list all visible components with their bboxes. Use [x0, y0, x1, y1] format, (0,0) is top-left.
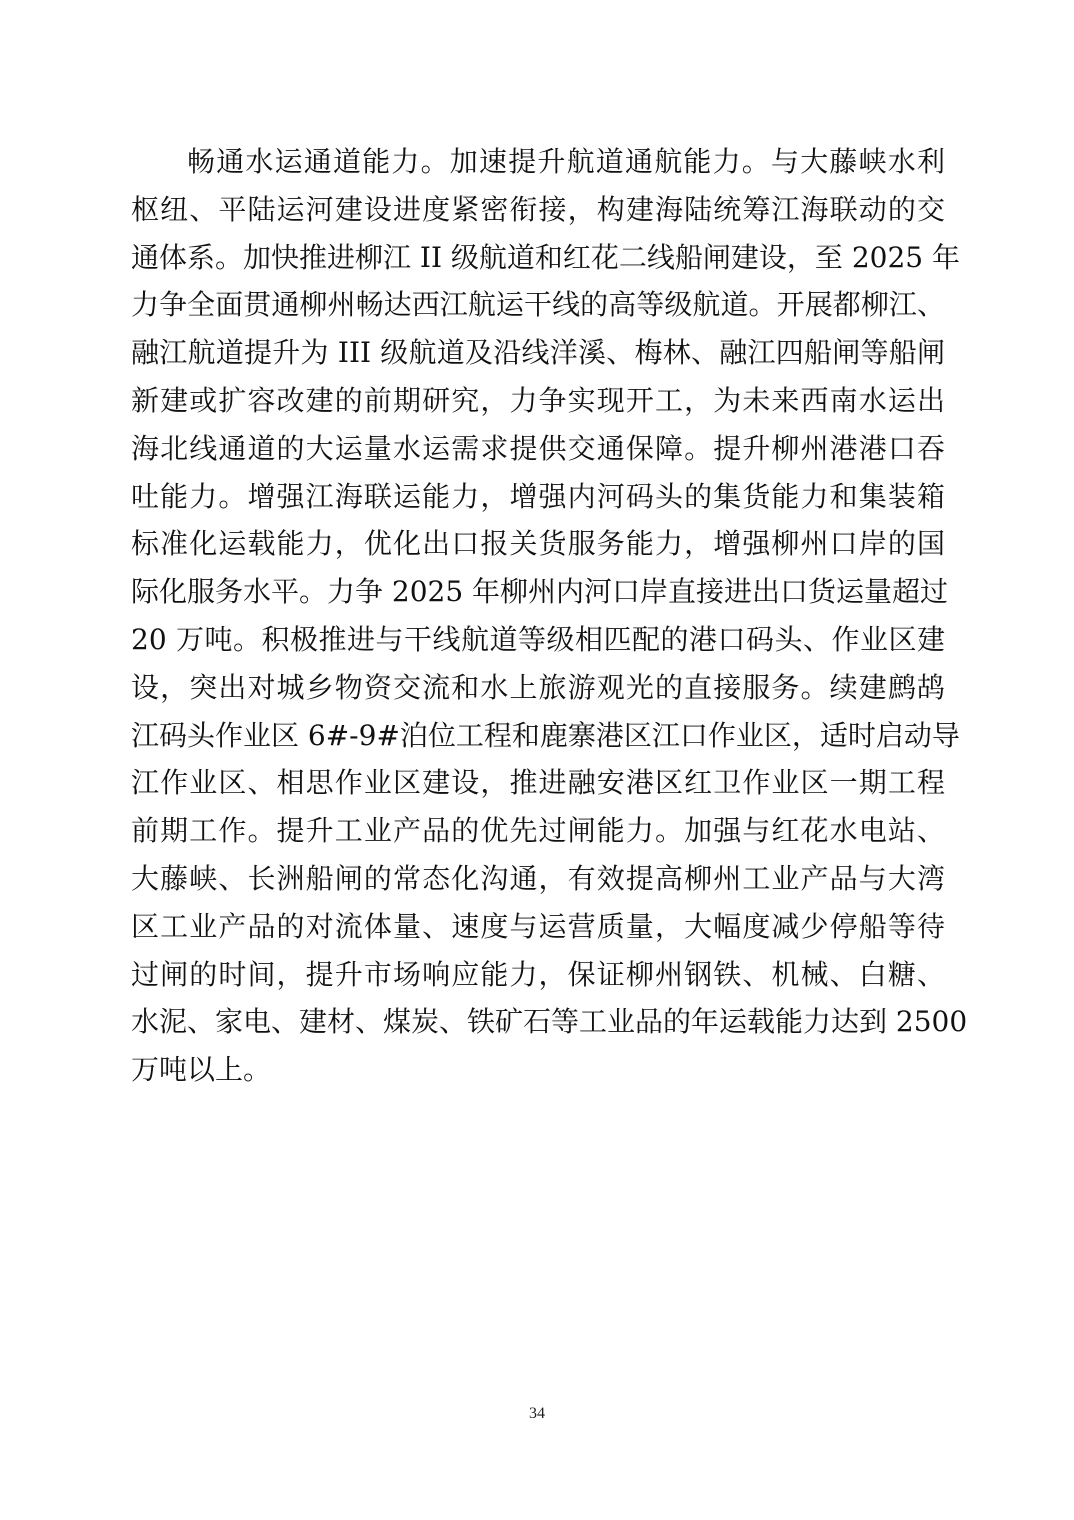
paragraph-line: 过闸的时间，提升市场响应能力，保证柳州钢铁、机械、白糖、 [131, 957, 945, 991]
paragraph-line: 枢纽、平陆运河建设进度紧密衔接，构建海陆统筹江海联动的交 [131, 192, 945, 226]
paragraph-line: 新建或扩容改建的前期研究，力争实现开工，为未来西南水运出 [131, 383, 945, 417]
paragraph-line: 前期工作。提升工业产品的优先过闸能力。加强与红花水电站、 [131, 814, 945, 848]
paragraph-line: 畅通水运通道能力。加速提升航道通航能力。与大藤峡水利 [187, 145, 945, 178]
paragraph-line: 区工业产品的对流体量、速度与运营质量，大幅度减少停船等待 [131, 909, 945, 943]
paragraph-line: 海北线通道的大运量水运需求提供交通保障。提升柳州港港口吞 [131, 431, 945, 465]
paragraph-line: 万吨以上。 [131, 1053, 272, 1087]
paragraph-line: 吐能力。增强江海联运能力，增强内河码头的集货能力和集装箱 [131, 479, 945, 513]
paragraph-line: 通体系。加快推进柳江 II 级航道和红花二线船闸建设，至 2025 年 [131, 240, 960, 274]
paragraph-line: 江作业区、相思作业区建设，推进融安港区红卫作业区一期工程 [131, 766, 945, 800]
paragraph-line: 水泥、家电、建材、煤炭、铁矿石等工业品的年运载能力达到 2500 [131, 1005, 968, 1039]
body-paragraph [131, 138, 968, 1094]
paragraph-line: 大藤峡、长洲船闸的常态化沟通，有效提高柳州工业产品与大湾 [131, 861, 945, 895]
paragraph-line: 际化服务水平。力争 2025 年柳州内河口岸直接进出口货运量超过 [131, 575, 949, 609]
page-number: 34 [529, 1405, 545, 1422]
paragraph-line: 江码头作业区 6#-9#泊位工程和鹿寨港区江口作业区，适时启动导 [131, 718, 960, 752]
paragraph-line: 20 万吨。积极推进与干线航道等级相匹配的港口码头、作业区建 [131, 622, 945, 656]
paragraph-line: 融江航道提升为 III 级航道及沿线洋溪、梅林、融江四船闸等船闸 [131, 336, 945, 370]
paragraph-line: 力争全面贯通柳州畅达西江航运干线的高等级航道。开展都柳江、 [131, 288, 945, 322]
paragraph-line: 设，突出对城乡物资交流和水上旅游观光的直接服务。续建鹧鸪 [131, 670, 945, 704]
paragraph-line: 标准化运载能力，优化出口报关货服务能力，增强柳州口岸的国 [131, 527, 945, 561]
